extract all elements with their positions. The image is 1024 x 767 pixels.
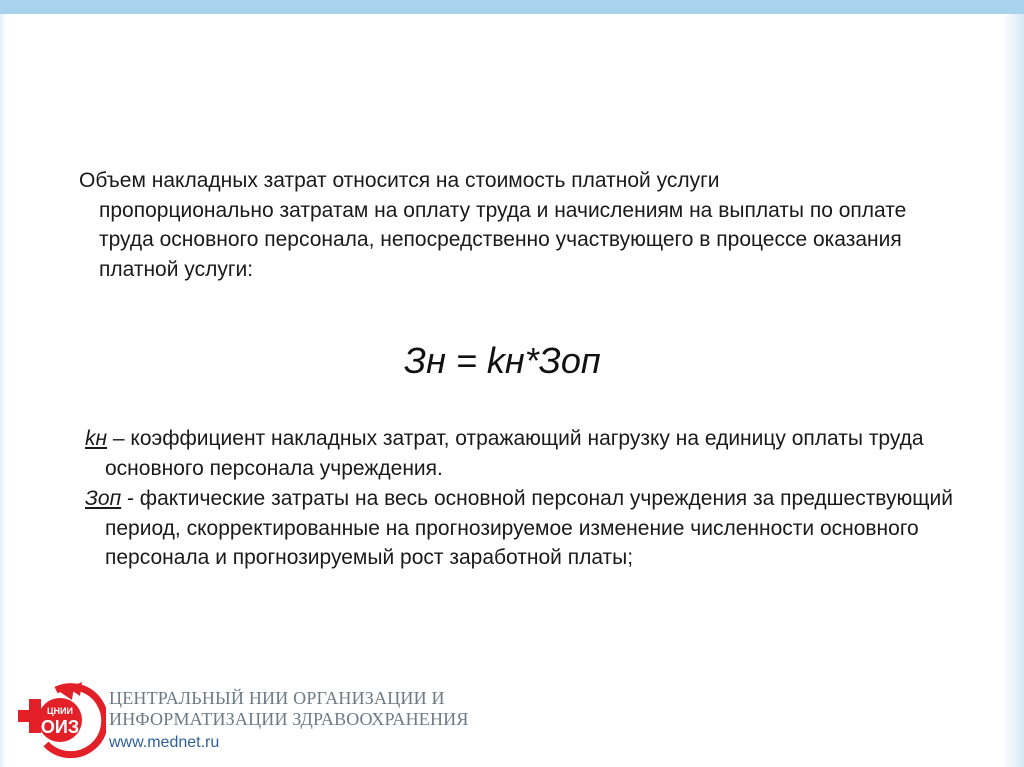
- definition-zop-text: - фактические затраты на весь основной персонал учреждения за предшествующий период, скорректированные на прогнозируемое изменение численности основного персонала и прогнозируемый рост заработной платы;: [105, 487, 953, 569]
- term-kn: kн: [85, 427, 108, 450]
- institute-logo: [16, 680, 106, 760]
- organization-block: [109, 688, 469, 754]
- intro-continuation: пропорционально затратам на оплату труда и начислениям на выплаты по оплате труда основного персонала, непосредственно участвующего в процессе оказания платной услуги:: [99, 198, 907, 281]
- org-name-line1: ЦЕНТРАЛЬНЫЙ НИИ ОРГАНИЗАЦИИ И: [109, 688, 445, 708]
- definition-zop: [85, 484, 965, 573]
- intro-paragraph: [79, 166, 939, 284]
- left-frame-gradient: [0, 14, 6, 767]
- logo-text-bottom: ОИЗ: [40, 717, 80, 737]
- org-website-link[interactable]: www.mednet.ru: [109, 734, 220, 751]
- definition-kn-text: – коэффициент накладных затрат, отражающий нагрузку на единицу оплаты труда основного персонала учреждения.: [105, 427, 924, 480]
- term-zop: Зоп: [85, 487, 122, 510]
- definition-kn: [85, 424, 965, 483]
- overhead-formula: Зн = kн*Зоп: [404, 340, 601, 381]
- logo-text-top: ЦНИИ: [46, 706, 74, 716]
- right-frame-gradient: [1002, 14, 1024, 767]
- intro-first-line: Объем накладных затрат относится на стоимость платной услуги: [79, 169, 720, 192]
- logo-emblem-icon: [16, 680, 106, 760]
- top-accent-bar: [0, 0, 1024, 14]
- org-name-line2: ИНФОРМАТИЗАЦИИ ЗДРАВООХРАНЕНИЯ: [109, 709, 469, 729]
